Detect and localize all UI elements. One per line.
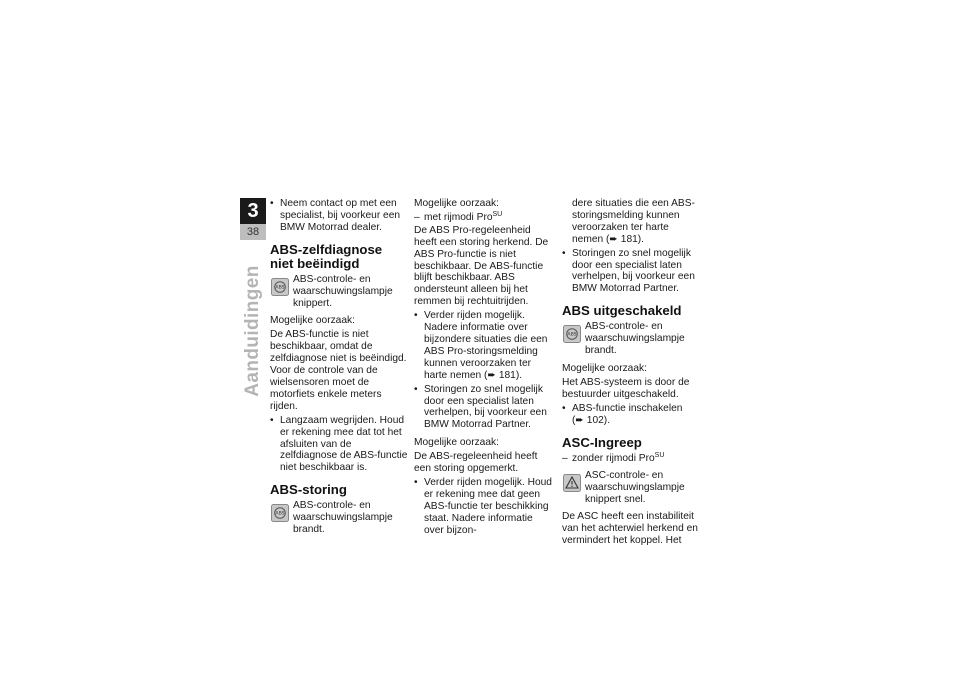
- arrow-right-icon: ➨: [575, 414, 584, 426]
- chapter-number: 3: [240, 198, 266, 224]
- warning-fault-text: ABS-controle- en waarschuwingslampje brandt.: [293, 500, 393, 536]
- arrow-right-icon: ➨: [487, 369, 496, 381]
- cause-text-2: De ABS-regeleenheid heeft een storing opgemerkt.: [414, 451, 538, 475]
- condition-mode-sup: SU: [654, 451, 665, 459]
- page-number: 38: [240, 224, 266, 240]
- condition-mode: [562, 453, 700, 465]
- column-3: [562, 198, 700, 549]
- page-ref-102[interactable]: 102: [586, 414, 604, 426]
- column-2: [414, 198, 552, 538]
- bullet-slow: • Langzaam wegrijden. Houd er rekening mee dat tot het afsluiten van de zelfdiagnose de ABS-functie niet beschikbaar is.: [270, 415, 408, 475]
- cause-label: Mogelijke oorzaak:: [562, 362, 647, 374]
- heading-abs-selfdiagnosis: ABS-zelfdiagnose niet beëindigd: [270, 241, 383, 271]
- asc-text: De ASC heeft een instabiliteit van het achterwiel herkend en vermindert het koppel. Het: [562, 511, 698, 546]
- heading-abs-off: ABS uitgeschakeld: [562, 303, 682, 319]
- condition-mode-text: zonder rijmodi Pro: [572, 452, 655, 464]
- bullet-drive-2: • Verder rijden mogelijk. Houd er rekening mee dat geen ABS-functie ter beschikking staat. Nadere informatie over bijzon-: [414, 477, 552, 537]
- continued-text: dere situaties die een ABS-storingsmelding kunnen veroorzaken ter harte nemen (➨ 181).: [572, 198, 695, 245]
- warning-fault: [270, 500, 408, 536]
- condition-mode-sup: SU: [492, 210, 503, 218]
- fault-text: De ABS Pro-regeleenheid heeft een storing herkend. De ABS Pro-functie is niet beschikbaar. De ABS-functie blijft beschikbaar. ABS ondersteunt alleen bij het remmen bij rechtuitrijden.: [414, 224, 549, 308]
- svg-text:ABS: ABS: [567, 332, 577, 338]
- arrow-right-icon: ➨: [609, 233, 618, 245]
- asc-warning-icon: [563, 474, 581, 492]
- bullet-enable-abs-text: ABS-functie inschakelen: [572, 402, 683, 414]
- bullet-drive-text: Verder rijden mogelijk. Nadere informatie over bijzondere situaties die een ABS Pro-storingsmelding kunnen veroorzaken ter harte nemen: [424, 310, 548, 381]
- warning-abs-off-text: ABS-controle- en waarschuwingslampje brandt.: [585, 321, 685, 357]
- page-ref-181[interactable]: 181: [620, 233, 638, 245]
- bullet-contact: • Neem contact op met een specialist, bij voorkeur een BMW Motorrad dealer.: [270, 198, 408, 234]
- svg-text:ABS: ABS: [275, 285, 285, 291]
- condition-mode-text: met rijmodi Pro: [424, 211, 493, 223]
- column-1: [270, 198, 408, 541]
- heading-asc: ASC-Ingreep: [562, 434, 642, 450]
- abs-warning-icon: [271, 278, 289, 296]
- page-ref-181[interactable]: 181: [498, 369, 516, 381]
- abs-warning-icon: [271, 504, 289, 522]
- warning-abs-off: [562, 321, 700, 357]
- chapter-title: Aanduidingen: [242, 265, 263, 397]
- warning-selfdiag-text: ABS-controle- en waarschuwingslampje knippert.: [293, 273, 393, 309]
- warning-asc-text: ASC-controle- en waarschuwingslampje knippert snel.: [585, 470, 685, 506]
- warning-asc: [562, 470, 700, 506]
- condition-mode: [414, 212, 552, 224]
- cause-label: Mogelijke oorzaak:: [414, 198, 499, 209]
- bullet-solve: • Storingen zo snel mogelijk door een specialist laten verhelpen, bij voorkeur een BMW Motorrad Partner.: [562, 248, 700, 296]
- continued-text-body: dere situaties die een ABS-storingsmelding kunnen veroorzaken ter harte nemen: [572, 198, 695, 245]
- bullet-solve: • Storingen zo snel mogelijk door een specialist laten verhelpen, bij voorkeur een BMW Motorrad Partner.: [414, 384, 552, 432]
- bullet-drive: • Verder rijden mogelijk. Nadere informatie over bijzondere situaties die een ABS Pro-storingsmelding kunnen veroorzaken ter harte nemen (➨ 181).: [414, 310, 552, 381]
- cause-label: Mogelijke oorzaak:: [270, 315, 355, 327]
- svg-text:ABS: ABS: [275, 511, 285, 517]
- heading-abs-fault: ABS-storing: [270, 482, 347, 498]
- cause-text: De ABS-functie is niet beschikbaar, omdat de zelfdiagnose niet is beëindigd. Voor de controle van de wielsensoren moet de motorfiets enkele meters rijden.: [270, 329, 407, 412]
- warning-selfdiag: [270, 274, 408, 310]
- cause-text: Het ABS-systeem is door de bestuurder uitgeschakeld.: [562, 376, 690, 400]
- cause-label-2: Mogelijke oorzaak:: [414, 437, 499, 449]
- bullet-enable-abs: • ABS-functie inschakelen (➨ 102).: [562, 403, 700, 427]
- abs-warning-icon: [563, 325, 581, 343]
